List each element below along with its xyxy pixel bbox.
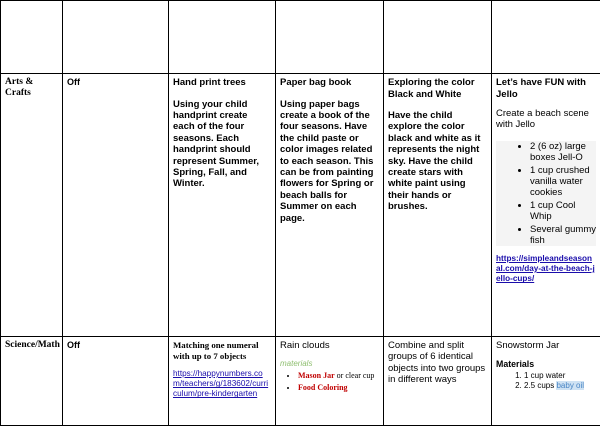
materials-list bbox=[496, 371, 596, 391]
list-item bbox=[524, 381, 596, 391]
material-suffix: or clear cup bbox=[335, 371, 375, 380]
activity-title: Snowstorm Jar bbox=[496, 340, 596, 351]
activity-title: Exploring the color Black and White bbox=[388, 77, 487, 100]
activity-cell bbox=[384, 337, 492, 426]
list-item: 1. 1 cup water bbox=[524, 371, 596, 381]
off-cell bbox=[63, 74, 169, 337]
activity-cell bbox=[492, 74, 600, 337]
row-label: Arts & Crafts bbox=[5, 77, 58, 99]
activity-description: Combine and split groups of 6 identical objects into two groups in different ways bbox=[388, 340, 487, 386]
arts-crafts-row bbox=[1, 74, 600, 337]
list-item: • 2 (6 oz) large boxes Jell-O bbox=[530, 141, 596, 163]
activity-cell bbox=[276, 337, 384, 426]
materials-label: materials bbox=[280, 359, 379, 368]
list-item: • Several gummy fish bbox=[530, 224, 596, 246]
materials-label: Materials bbox=[496, 359, 596, 369]
header-cell bbox=[384, 1, 492, 74]
materials-list bbox=[280, 370, 379, 394]
header-cell bbox=[63, 1, 169, 74]
list-item bbox=[298, 382, 379, 394]
activity-title: Rain clouds bbox=[280, 340, 379, 351]
header-cell bbox=[169, 1, 276, 74]
activity-title: Paper bag book bbox=[280, 77, 379, 89]
recipe-link[interactable]: https://simpleandseasonal.com/day-at-the-beach-jello-cups/ bbox=[496, 254, 596, 285]
header-cell bbox=[1, 1, 63, 74]
list-item bbox=[298, 370, 379, 382]
ingredients-list bbox=[496, 141, 596, 246]
row-label-cell bbox=[1, 74, 63, 337]
highlighted-text: baby oil bbox=[556, 381, 584, 390]
off-cell bbox=[63, 337, 169, 426]
list-item: • 1 cup Cool Whip bbox=[530, 200, 596, 222]
header-cell bbox=[276, 1, 384, 74]
activity-title: Hand print trees bbox=[173, 77, 271, 89]
activity-title: Let’s have FUN with Jello bbox=[496, 77, 596, 100]
header-cell bbox=[492, 1, 600, 74]
material-name: Food Coloring bbox=[298, 383, 348, 392]
header-row bbox=[1, 1, 600, 74]
activity-title: Matching one numeral with up to 7 objects bbox=[173, 340, 271, 361]
activity-cell bbox=[384, 74, 492, 337]
activity-cell bbox=[276, 74, 384, 337]
activity-description: Using paper bags create a book of the four seasons. Have the child paste or color images related to each season. This can be from painting flowers for Spring or beach balls for Summer on each page. bbox=[280, 99, 379, 224]
activity-description: Using your child handprint create each of the four seasons. Each handprint should represent Summer, Spring, Fall, and Winter. bbox=[173, 99, 271, 190]
curriculum-link[interactable]: https://happynumbers.com/teachers/g/183602/curriculum/pre-kindergarten bbox=[173, 369, 271, 400]
off-text: Off bbox=[67, 77, 164, 87]
activity-cell bbox=[169, 337, 276, 426]
activity-cell bbox=[492, 337, 600, 426]
list-item: • 1 cup crushed vanilla water cookies bbox=[530, 165, 596, 198]
activity-cell bbox=[169, 74, 276, 337]
row-label-cell bbox=[1, 337, 63, 426]
activity-subtitle: Create a beach scene with Jello bbox=[496, 108, 596, 131]
row-label: Science/Math bbox=[5, 340, 58, 351]
science-math-row bbox=[1, 337, 600, 426]
off-text: Off bbox=[67, 340, 164, 350]
item-text: 2.5 cups bbox=[524, 381, 556, 390]
activity-description: Have the child explore the color black and white as it represents the night sky. Have the child create stars with white paint using their hands or brushes. bbox=[388, 110, 487, 213]
material-name: Mason Jar bbox=[298, 371, 335, 380]
